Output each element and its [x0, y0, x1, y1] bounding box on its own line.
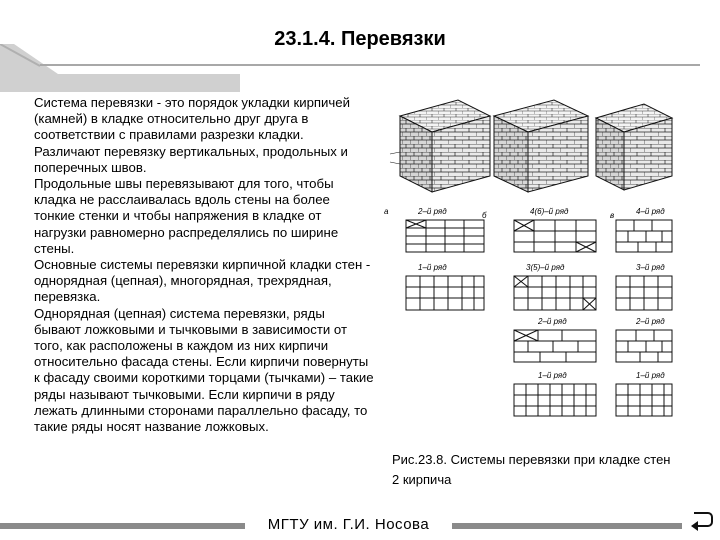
label-col1-row1: 2–й ряд	[418, 207, 447, 216]
figure-caption	[392, 450, 712, 490]
plan-col3-row4	[616, 384, 672, 416]
paragraph-single-row: Однорядная (цепная) система перевязки, ряды бывают ложковыми и тычковыми в зависимости от того, как расположены в каждом из них кирпичи относительно фасада стены. Если кирпичи повернуты к фасаду своими короткими торцами (тычками) – такие ряды называют тычковыми. Если кирпичи в ряду лежать длинными сторонами параллельно фасаду, то такие ряды носят название ложковых.	[34, 305, 374, 435]
paragraph-types: Различают перевязку вертикальных, продольных и поперечных швов.	[34, 143, 348, 175]
masonry-block-2	[494, 100, 588, 192]
plan-col2-row1	[514, 220, 596, 252]
masonry-block-1	[390, 100, 490, 192]
plan-col3-row1	[616, 220, 672, 252]
header-decoration	[0, 44, 240, 92]
masonry-block-3	[596, 104, 672, 190]
plan-col2-row3	[514, 330, 596, 362]
label-v: в	[610, 211, 615, 220]
plan-col1-row2	[406, 276, 484, 310]
footer-institution: МГТУ им. Г.И. Носова	[267, 516, 430, 533]
paragraph-definition: Система перевязки - это порядок укладки кирпичей (камней) в кладке относительно друг друга в соответствии с правилами разрезки кладки.	[34, 95, 350, 143]
return-arrow-icon[interactable]	[688, 508, 714, 532]
footer-bar-right	[452, 523, 682, 529]
caption-line-2: 2 кирпича	[392, 472, 452, 487]
plan-col2-row4	[514, 384, 596, 416]
header-rule	[40, 64, 700, 66]
label-col1-row2: 1–й ряд	[418, 263, 447, 272]
brick-bonding-figure	[378, 96, 678, 446]
plan-col3-row3	[616, 330, 672, 362]
label-b: б	[482, 211, 487, 220]
plan-col3-row2	[616, 276, 672, 310]
label-col2-row4: 1–й ряд	[538, 371, 567, 380]
caption-line-1: Рис.23.8. Системы перевязки при кладке стен	[392, 452, 671, 467]
label-col2-row3: 2–й ряд	[538, 317, 567, 326]
label-col3-row1: 4–й ряд	[636, 207, 665, 216]
body-text	[34, 95, 374, 435]
plan-col2-row2	[514, 276, 596, 310]
label-col2-row1: 4(6)–й ряд	[530, 207, 569, 216]
paragraph-systems: Основные системы перевязки кирпичной кладки стен - однорядная (цепная), многорядная, трехрядная, перевязка.	[34, 257, 371, 305]
label-col3-row2: 3–й ряд	[636, 263, 665, 272]
label-a: а	[384, 207, 389, 216]
page-title: 23.1.4. Перевязки	[274, 28, 446, 50]
paragraph-longitudinal: Продольные швы перевязывают для того, чтобы кладка не расслаивалась вдоль стены на более тонкие стенки и чтобы напряжения в кладке от нагрузки равномерно распределялись по ширине стены.	[34, 176, 339, 256]
plan-col1-row1	[406, 220, 484, 252]
label-col2-row2: 3(5)–й ряд	[526, 263, 565, 272]
label-col3-row4: 1–й ряд	[636, 371, 665, 380]
footer-bar-left	[0, 523, 245, 529]
label-col3-row3: 2–й ряд	[636, 317, 665, 326]
